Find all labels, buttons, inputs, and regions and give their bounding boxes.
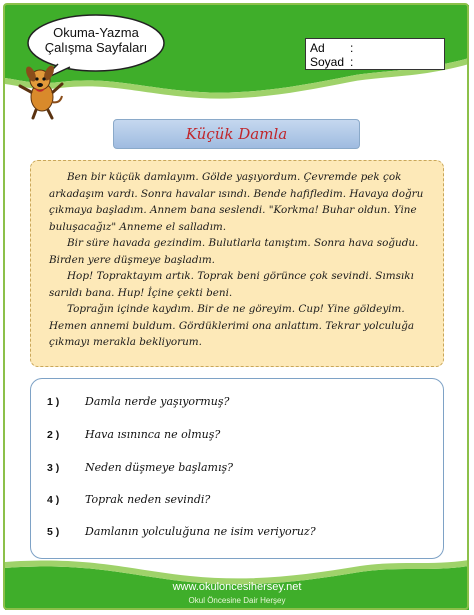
story-paragraph-1: Ben bir küçük damlayım. Gölde yaşıyordum. Çevremde pek çok arkadaşım vardı. Sonra havalar ısındı. Bende hafifledim. Havaya doğru çıkmaya başladım. Annem bana seslendi. "Korkma! Buhar oldun. Yine buluşacağız" Anneme el salladım. — [49, 171, 424, 233]
footer-tagline: Okul Öncesine Dair Herşey — [188, 596, 286, 605]
story-paragraph-3: Hop! Topraktayım artık. Toprak beni görünce çok sevindi. Sımsıkı sarıldı bana. Hup! İçine çekti beni. — [49, 270, 414, 299]
story-title-banner — [113, 119, 360, 149]
ad-separator: : — [350, 41, 354, 55]
speech-line-2: Çalışma Sayfaları — [44, 40, 148, 55]
ad-label: Ad — [310, 41, 325, 55]
story-box — [30, 160, 444, 367]
question-2 — [47, 428, 220, 441]
question-4 — [47, 493, 210, 506]
question-number: 2 ) — [47, 429, 60, 441]
story-paragraph-4: Toprağın içinde kaydım. Bir de ne göreyim. Cup! Yine göldeyim. Hemen annemi buldum. Gördüklerimi ona anlattım. Tekrar yolculuğa çıkmayı merakla bekliyorum. — [49, 303, 415, 348]
question-number: 4 ) — [47, 494, 60, 506]
question-1 — [47, 395, 229, 408]
story-paragraph-2: Bir süre havada gezindim. Bulutlarla tanıştım. Sonra hava soğudu. Birden yere düşmeye başladım. — [49, 237, 419, 266]
question-number: 5 ) — [47, 526, 60, 538]
soyad-label: Soyad — [310, 55, 345, 69]
question-5 — [47, 525, 316, 538]
question-text: Neden düşmeye başlamış? — [85, 461, 234, 474]
name-field-box[interactable] — [305, 38, 445, 70]
question-text: Damlanın yolculuğuna ne isim veriyoruz? — [85, 525, 316, 538]
ad-row — [310, 41, 440, 55]
speech-bubble-text — [30, 18, 162, 68]
question-text: Hava ısınınca ne olmuş? — [85, 428, 221, 441]
footer-site-link[interactable]: www.okuloncesihersey.net — [172, 581, 302, 593]
speech-line-1: Okuma-Yazma — [53, 25, 139, 40]
questions-box — [30, 378, 444, 559]
question-text: Damla nerde yaşıyormuş? — [85, 395, 230, 408]
question-text: Toprak neden sevindi? — [85, 493, 211, 506]
question-number: 3 ) — [47, 462, 60, 474]
story-title: Küçük Damla — [185, 125, 288, 143]
question-3 — [47, 461, 233, 474]
soyad-row — [310, 55, 440, 69]
soyad-separator: : — [350, 55, 354, 69]
question-number: 1 ) — [47, 396, 60, 408]
